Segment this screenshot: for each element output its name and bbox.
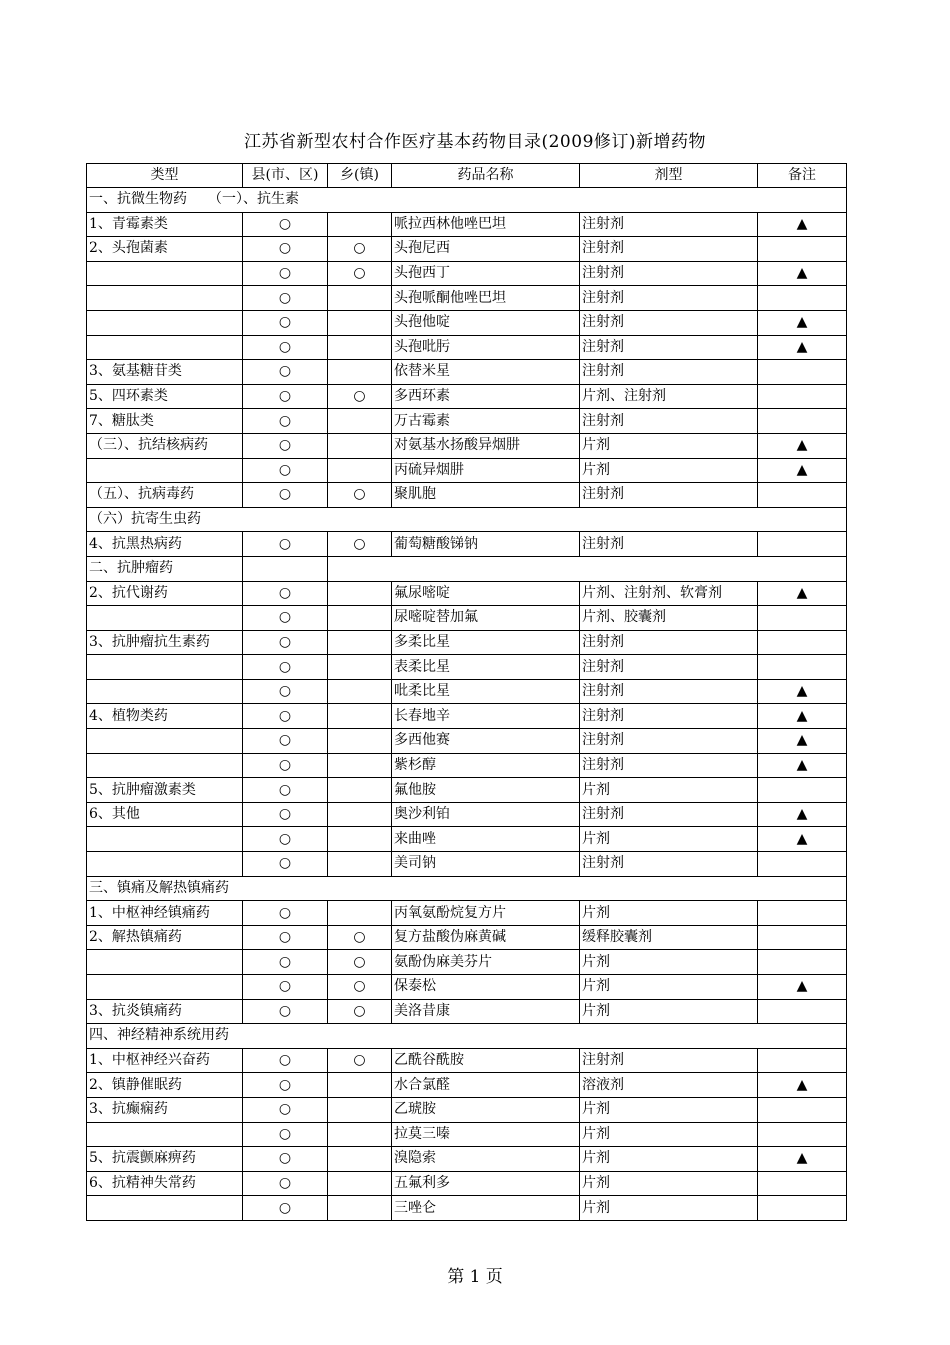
remark-mark: ▲ [758,1147,847,1172]
drug-name-cell: 乙琥胺 [392,1097,580,1122]
county-mark: ○ [243,901,328,926]
drug-name-cell: 尿嘧啶替加氟 [392,606,580,631]
county-mark: ○ [243,1171,328,1196]
township-mark: ○ [328,384,392,409]
township-mark: ○ [328,261,392,286]
table-row [87,1048,847,1073]
county-mark: ○ [243,433,328,458]
drug-name-cell: 紫杉醇 [392,753,580,778]
county-mark: ○ [243,335,328,360]
type-cell [87,1122,243,1147]
county-mark: ○ [243,212,328,237]
township-mark [328,458,392,483]
table-header-row [87,164,847,188]
county-mark: ○ [243,1196,328,1221]
township-mark [328,655,392,680]
table-row [87,753,847,778]
section-row [87,556,847,581]
table-row [87,1073,847,1098]
dosage-form-cell: 注射剂 [580,729,758,754]
table-row [87,630,847,655]
section-heading: 一、抗微生物药 （一）、抗生素 [87,188,847,213]
drug-name-cell: 头孢西丁 [392,261,580,286]
drug-name-cell: 氟他胺 [392,778,580,803]
drug-name-cell: 葡萄糖酸锑钠 [392,532,580,557]
county-mark: ○ [243,384,328,409]
township-mark [328,409,392,434]
drug-name-cell: 哌拉西林他唑巴坦 [392,212,580,237]
remark-mark [758,483,847,508]
type-cell [87,950,243,975]
table-row [87,704,847,729]
dosage-form-cell: 片剂 [580,1171,758,1196]
county-mark: ○ [243,237,328,262]
dosage-form-cell: 注射剂 [580,310,758,335]
drug-name-cell: 三唑仑 [392,1196,580,1221]
township-mark [328,286,392,311]
drug-name-cell: 吡柔比星 [392,679,580,704]
empty-cell [243,556,328,581]
county-mark: ○ [243,975,328,1000]
dosage-form-cell: 片剂、胶囊剂 [580,606,758,631]
township-mark [328,1097,392,1122]
remark-mark: ▲ [758,975,847,1000]
type-cell: 2、解热镇痛药 [87,925,243,950]
county-mark: ○ [243,1073,328,1098]
township-mark [328,704,392,729]
county-mark: ○ [243,655,328,680]
type-cell: 1、中枢神经镇痛药 [87,901,243,926]
page-title: 江苏省新型农村合作医疗基本药物目录(2009修订)新增药物 [243,132,707,152]
county-mark: ○ [243,852,328,877]
county-mark: ○ [243,1147,328,1172]
type-cell: 7、糖肽类 [87,409,243,434]
dosage-form-cell: 注射剂 [580,679,758,704]
township-mark [328,1073,392,1098]
county-mark: ○ [243,310,328,335]
drug-name-cell: 丙氧氨酚烷复方片 [392,901,580,926]
type-cell: 3、抗癫痫药 [87,1097,243,1122]
type-cell: 4、植物类药 [87,704,243,729]
township-mark [328,901,392,926]
dosage-form-cell: 片剂 [580,433,758,458]
section-row [87,507,847,532]
dosage-form-cell: 注射剂 [580,655,758,680]
drug-name-cell: 拉莫三嗪 [392,1122,580,1147]
dosage-form-cell: 注射剂 [580,286,758,311]
county-mark: ○ [243,1097,328,1122]
table-row [87,679,847,704]
drug-name-cell: 来曲唑 [392,827,580,852]
table-row [87,1147,847,1172]
table-row [87,458,847,483]
dosage-form-cell: 注射剂 [580,704,758,729]
dosage-form-cell: 溶液剂 [580,1073,758,1098]
drug-name-cell: 聚肌胞 [392,483,580,508]
type-cell: 5、抗肿瘤激素类 [87,778,243,803]
remark-mark: ▲ [758,335,847,360]
remark-mark [758,360,847,385]
table-row [87,729,847,754]
drug-name-cell: 丙硫异烟肼 [392,458,580,483]
county-mark: ○ [243,679,328,704]
dosage-form-cell: 片剂 [580,950,758,975]
township-mark [328,802,392,827]
drug-name-cell: 表柔比星 [392,655,580,680]
dosage-form-cell: 注射剂 [580,802,758,827]
dosage-form-cell: 注射剂 [580,852,758,877]
type-cell: 3、氨基糖苷类 [87,360,243,385]
section-row [87,1024,847,1049]
type-cell: 6、抗精神失常药 [87,1171,243,1196]
remark-mark: ▲ [758,261,847,286]
table-row [87,827,847,852]
type-cell [87,753,243,778]
township-mark [328,1171,392,1196]
township-mark [328,679,392,704]
township-mark [328,729,392,754]
county-mark: ○ [243,950,328,975]
section-heading: （六）抗寄生虫药 [87,507,847,532]
type-cell: 2、镇静催眠药 [87,1073,243,1098]
header-remarks: 备注 [758,164,847,188]
dosage-form-cell: 注射剂 [580,630,758,655]
header-type: 类型 [87,164,243,188]
township-mark [328,606,392,631]
township-mark [328,852,392,877]
type-cell: 2、头孢菌素 [87,237,243,262]
section-heading: 四、神经精神系统用药 [87,1024,847,1049]
type-cell: 1、中枢神经兴奋药 [87,1048,243,1073]
section-row [87,188,847,213]
drug-name-cell: 水合氯醛 [392,1073,580,1098]
dosage-form-cell: 注射剂 [580,532,758,557]
section-heading: 三、镇痛及解热镇痛药 [87,876,847,901]
remark-mark [758,409,847,434]
section-row [87,876,847,901]
dosage-form-cell: 片剂、注射剂 [580,384,758,409]
table-row [87,1196,847,1221]
county-mark: ○ [243,827,328,852]
drug-name-cell: 头孢哌酮他唑巴坦 [392,286,580,311]
type-cell [87,655,243,680]
remark-mark: ▲ [758,729,847,754]
table-row [87,950,847,975]
drug-name-cell: 对氨基水扬酸异烟肼 [392,433,580,458]
remark-mark: ▲ [758,753,847,778]
table-row [87,360,847,385]
dosage-form-cell: 片剂 [580,1097,758,1122]
township-mark [328,360,392,385]
township-mark [328,753,392,778]
county-mark: ○ [243,1122,328,1147]
remark-mark: ▲ [758,458,847,483]
remark-mark [758,1048,847,1073]
drug-name-cell: 头孢尼西 [392,237,580,262]
drug-name-cell: 奥沙利铂 [392,802,580,827]
dosage-form-cell: 注射剂 [580,1048,758,1073]
table-row [87,483,847,508]
township-mark: ○ [328,532,392,557]
drug-name-cell: 多西环素 [392,384,580,409]
table-row [87,852,847,877]
type-cell [87,606,243,631]
drug-name-cell: 溴隐索 [392,1147,580,1172]
drug-name-cell: 长春地辛 [392,704,580,729]
township-mark: ○ [328,237,392,262]
dosage-form-cell: 片剂 [580,827,758,852]
table-row [87,335,847,360]
type-cell: 4、抗黑热病药 [87,532,243,557]
remark-mark [758,1196,847,1221]
county-mark: ○ [243,999,328,1024]
dosage-form-cell: 注射剂 [580,335,758,360]
table-row [87,925,847,950]
township-mark [328,581,392,606]
county-mark: ○ [243,753,328,778]
type-cell: 5、四环素类 [87,384,243,409]
dosage-form-cell: 片剂 [580,458,758,483]
type-cell [87,852,243,877]
dosage-form-cell: 注射剂 [580,261,758,286]
dosage-form-cell: 片剂 [580,901,758,926]
remark-mark: ▲ [758,1073,847,1098]
dosage-form-cell: 片剂 [580,778,758,803]
type-cell [87,827,243,852]
county-mark: ○ [243,532,328,557]
drug-name-cell: 美洛昔康 [392,999,580,1024]
table-row [87,901,847,926]
township-mark [328,310,392,335]
drug-name-cell: 头孢他啶 [392,310,580,335]
type-cell: 1、青霉素类 [87,212,243,237]
drug-name-cell: 多西他赛 [392,729,580,754]
township-mark: ○ [328,950,392,975]
table-row [87,433,847,458]
remark-mark [758,852,847,877]
table-row [87,1171,847,1196]
type-cell [87,310,243,335]
remark-mark [758,237,847,262]
table-row [87,310,847,335]
township-mark [328,778,392,803]
remark-mark [758,778,847,803]
township-mark: ○ [328,1048,392,1073]
table-row [87,286,847,311]
township-mark [328,630,392,655]
township-mark: ○ [328,925,392,950]
remark-mark: ▲ [758,433,847,458]
drug-name-cell: 氨酚伪麻美芬片 [392,950,580,975]
county-mark: ○ [243,483,328,508]
township-mark [328,1196,392,1221]
header-township: 乡(镇) [328,164,392,188]
type-cell [87,286,243,311]
dosage-form-cell: 片剂 [580,1122,758,1147]
type-cell [87,1196,243,1221]
county-mark: ○ [243,704,328,729]
drug-name-cell: 乙酰谷酰胺 [392,1048,580,1073]
table-row [87,1122,847,1147]
table-row [87,409,847,434]
remark-mark [758,999,847,1024]
remark-mark [758,925,847,950]
table-row [87,532,847,557]
township-mark: ○ [328,975,392,1000]
type-cell: 3、抗肿瘤抗生素药 [87,630,243,655]
empty-cell [328,556,847,581]
table-row [87,999,847,1024]
remark-mark: ▲ [758,212,847,237]
township-mark [328,433,392,458]
county-mark: ○ [243,458,328,483]
type-cell [87,335,243,360]
remark-mark: ▲ [758,679,847,704]
remark-mark: ▲ [758,581,847,606]
table-row [87,778,847,803]
table-row [87,1097,847,1122]
header-county: 县(市、区) [243,164,328,188]
township-mark [328,212,392,237]
remark-mark [758,286,847,311]
dosage-form-cell: 缓释胶囊剂 [580,925,758,950]
drug-name-cell: 依替米星 [392,360,580,385]
remark-mark [758,532,847,557]
type-cell: （五）、抗病毒药 [87,483,243,508]
county-mark: ○ [243,360,328,385]
remark-mark [758,606,847,631]
table-row [87,606,847,631]
type-cell: 6、其他 [87,802,243,827]
dosage-form-cell: 片剂、注射剂、软膏剂 [580,581,758,606]
page-number: 第 1 页 [447,1267,503,1287]
county-mark: ○ [243,802,328,827]
dosage-form-cell: 片剂 [580,975,758,1000]
remark-mark [758,950,847,975]
type-cell: 3、抗炎镇痛药 [87,999,243,1024]
township-mark [328,827,392,852]
type-cell [87,729,243,754]
dosage-form-cell: 片剂 [580,999,758,1024]
type-cell [87,458,243,483]
remark-mark: ▲ [758,704,847,729]
drug-name-cell: 头孢吡肟 [392,335,580,360]
drug-name-cell: 美司钠 [392,852,580,877]
section-heading: 二、抗肿瘤药 [87,556,243,581]
type-cell [87,261,243,286]
type-cell [87,679,243,704]
remark-mark [758,1122,847,1147]
drug-name-cell: 氟尿嘧啶 [392,581,580,606]
remark-mark: ▲ [758,310,847,335]
drug-name-cell: 万古霉素 [392,409,580,434]
dosage-form-cell: 注射剂 [580,360,758,385]
dosage-form-cell: 片剂 [580,1196,758,1221]
county-mark: ○ [243,778,328,803]
remark-mark [758,630,847,655]
table-row [87,384,847,409]
remark-mark [758,1171,847,1196]
dosage-form-cell: 注射剂 [580,237,758,262]
table-row [87,655,847,680]
drug-name-cell: 保泰松 [392,975,580,1000]
dosage-form-cell: 注射剂 [580,212,758,237]
table-row [87,581,847,606]
drug-name-cell: 复方盐酸伪麻黄碱 [392,925,580,950]
county-mark: ○ [243,261,328,286]
table-row [87,975,847,1000]
county-mark: ○ [243,606,328,631]
county-mark: ○ [243,1048,328,1073]
drug-name-cell: 多柔比星 [392,630,580,655]
remark-mark [758,384,847,409]
county-mark: ○ [243,581,328,606]
township-mark [328,1122,392,1147]
type-cell: 2、抗代谢药 [87,581,243,606]
type-cell [87,975,243,1000]
dosage-form-cell: 片剂 [580,1147,758,1172]
county-mark: ○ [243,925,328,950]
dosage-form-cell: 注射剂 [580,409,758,434]
remark-mark [758,901,847,926]
drug-table [86,163,847,1221]
county-mark: ○ [243,286,328,311]
township-mark: ○ [328,483,392,508]
township-mark: ○ [328,999,392,1024]
remark-mark [758,655,847,680]
county-mark: ○ [243,729,328,754]
dosage-form-cell: 注射剂 [580,483,758,508]
table-row [87,212,847,237]
county-mark: ○ [243,630,328,655]
township-mark [328,1147,392,1172]
dosage-form-cell: 注射剂 [580,753,758,778]
county-mark: ○ [243,409,328,434]
header-drug-name: 药品名称 [392,164,580,188]
type-cell: 5、抗震颤麻痹药 [87,1147,243,1172]
remark-mark: ▲ [758,802,847,827]
header-dosage-form: 剂型 [580,164,758,188]
table-row [87,802,847,827]
remark-mark [758,1097,847,1122]
township-mark [328,335,392,360]
remark-mark: ▲ [758,827,847,852]
table-row [87,261,847,286]
type-cell: （三）、抗结核病药 [87,433,243,458]
drug-name-cell: 五氟利多 [392,1171,580,1196]
table-row [87,237,847,262]
